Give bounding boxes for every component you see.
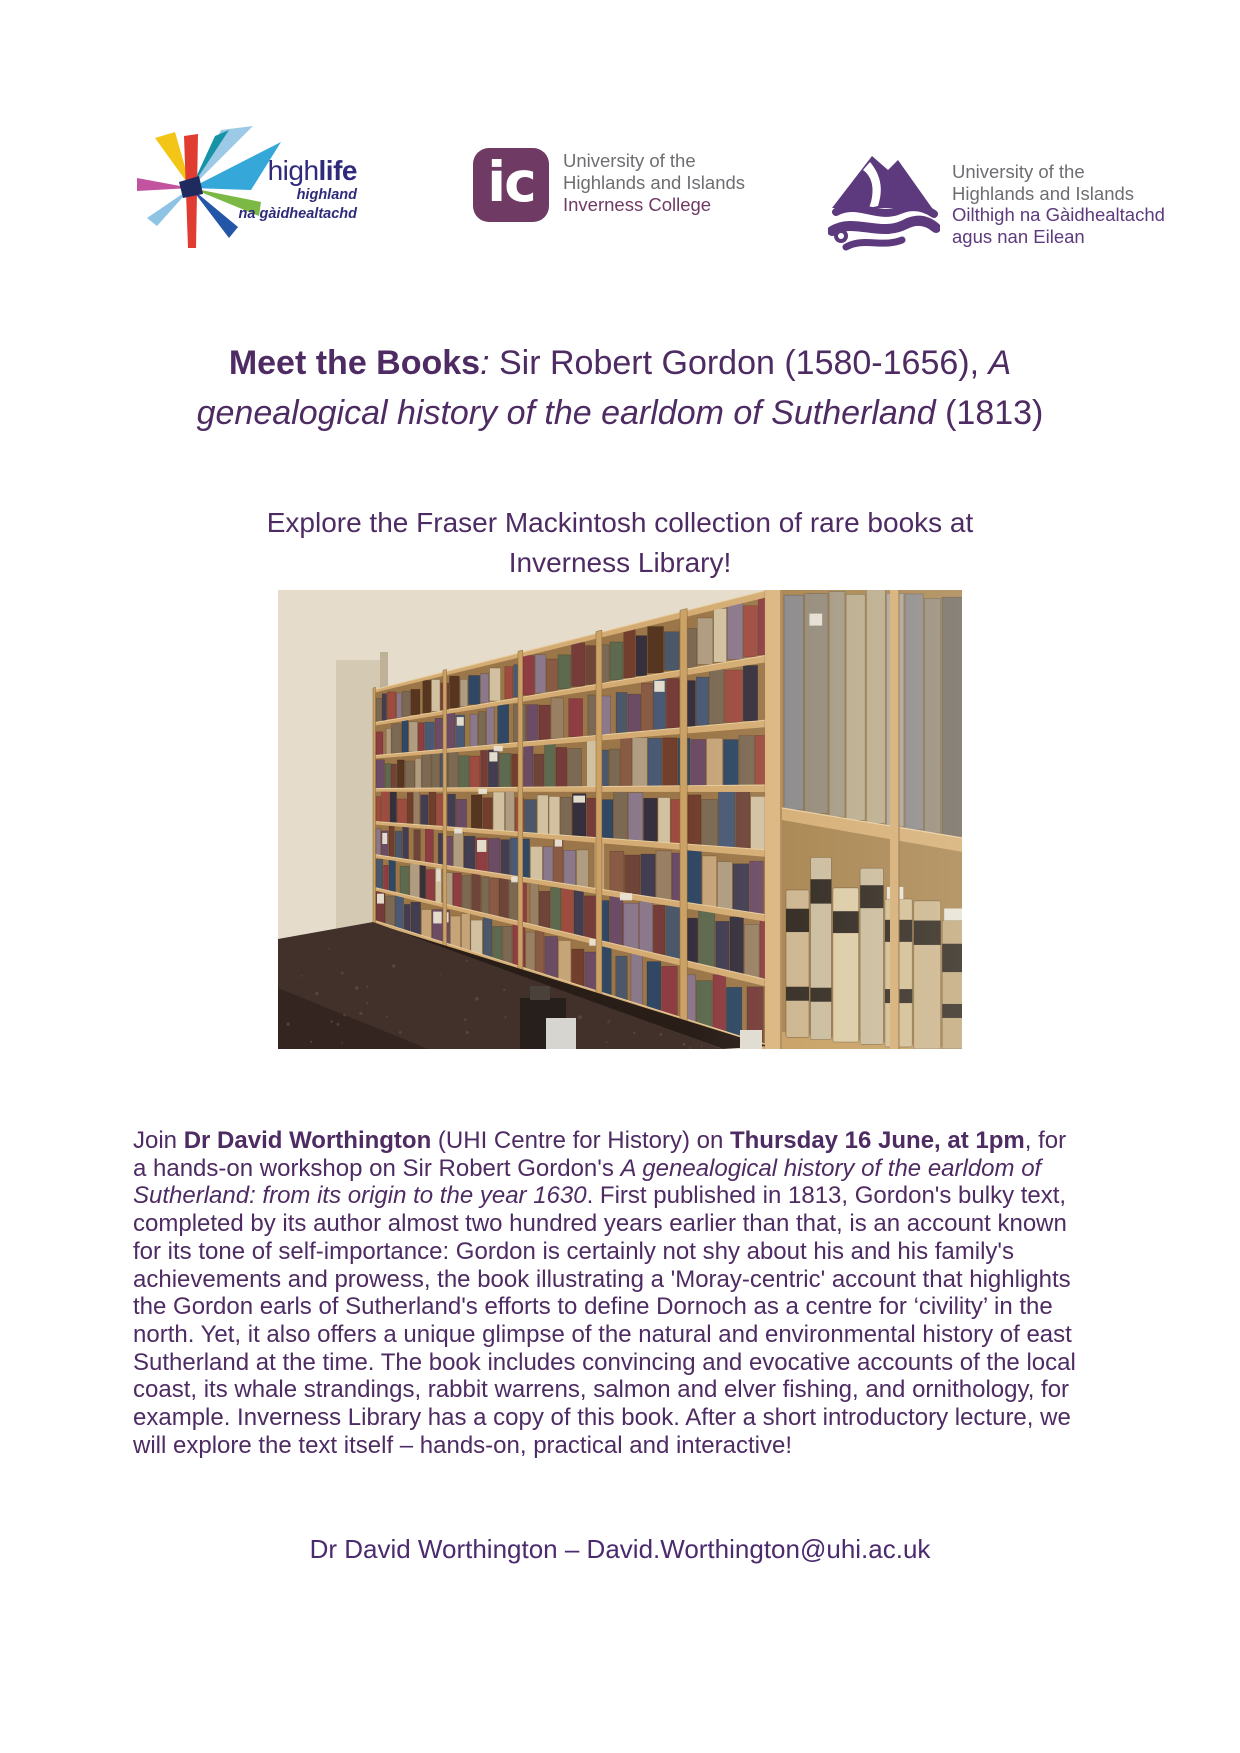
page-title-line-2: genealogical history of the earldom of Sutherland (1813) bbox=[196, 394, 1044, 432]
uhi-logo bbox=[828, 148, 1168, 263]
uhi-line-highlands: Highlands and Islands bbox=[952, 182, 1135, 204]
page-title-line-1: Meet the Books: Sir Robert Gordon (1580-1656), A bbox=[228, 344, 1012, 382]
page-title bbox=[110, 338, 1130, 438]
contact-line: Dr David Worthington – David.Worthington@uhi.ac.uk bbox=[309, 1534, 931, 1564]
highlife-subline-gaelic: na gàidhealtachd bbox=[238, 206, 357, 222]
uhi-line-oilthigh: Oilthigh na Gàidhealtachd bbox=[952, 204, 1165, 225]
ic-monogram-icon: ic bbox=[473, 148, 549, 222]
uhi-line-university: University of the bbox=[952, 161, 1085, 182]
uhi-text bbox=[952, 161, 1165, 247]
subtitle-line-2: Inverness Library! bbox=[508, 547, 732, 578]
highlife-word-high: high bbox=[267, 155, 319, 186]
inverness-college-text bbox=[563, 150, 745, 216]
body-paragraph: Join Dr David Worthington (UHI Centre for History) on Thursday 16 June, at 1pm, for a hands-on workshop on Sir Robert Gordon's A genealogical history of the earldom of Sutherland: from its origin to the year 1630. First published in 1813, Gordon's bulky text, completed by its author almost two hundred years earlier than that, is an account known for its tone of self-importance: Gordon is certainly not shy about his and his family's achievements and prowess, the book illustrating a 'Moray-centric' account that highlights the Gordon earls of Sutherland's efforts to define Dornoch as a centre for ‘civility’ in the north. Yet, it also offers a unique glimpse of the natural and environmental history of east Sutherland at the time. The book includes convincing and evocative accounts of the local coast, its whale strandings, rabbit warrens, salmon and elver fishing, and ornithology, for example. Inverness Library has a copy of this book. After a short introductory lecture, we will explore the text itself – hands-on, practical and interactive! bbox=[133, 1127, 1076, 1459]
highlife-logo bbox=[133, 120, 408, 260]
highlife-subline-highland: highland bbox=[296, 187, 357, 203]
uhi-line-eilean: agus nan Eilean bbox=[952, 225, 1085, 247]
inverness-college-logo bbox=[413, 141, 746, 236]
subtitle-line-1: Explore the Fraser Mackintosh collection of rare books at bbox=[266, 507, 974, 538]
highlife-wordmark bbox=[237, 156, 357, 224]
subtitle bbox=[170, 503, 1070, 583]
ic-line-highlands: Highlands and Islands bbox=[563, 172, 746, 193]
uhi-mountain-icon bbox=[828, 148, 940, 254]
bookshelf-illustration bbox=[278, 590, 962, 1049]
library-bookshelf-photo bbox=[278, 590, 962, 1049]
ic-line-college: Inverness College bbox=[563, 194, 712, 215]
ic-line-university: University of the bbox=[563, 150, 696, 171]
highlife-word-life: life bbox=[318, 155, 357, 186]
